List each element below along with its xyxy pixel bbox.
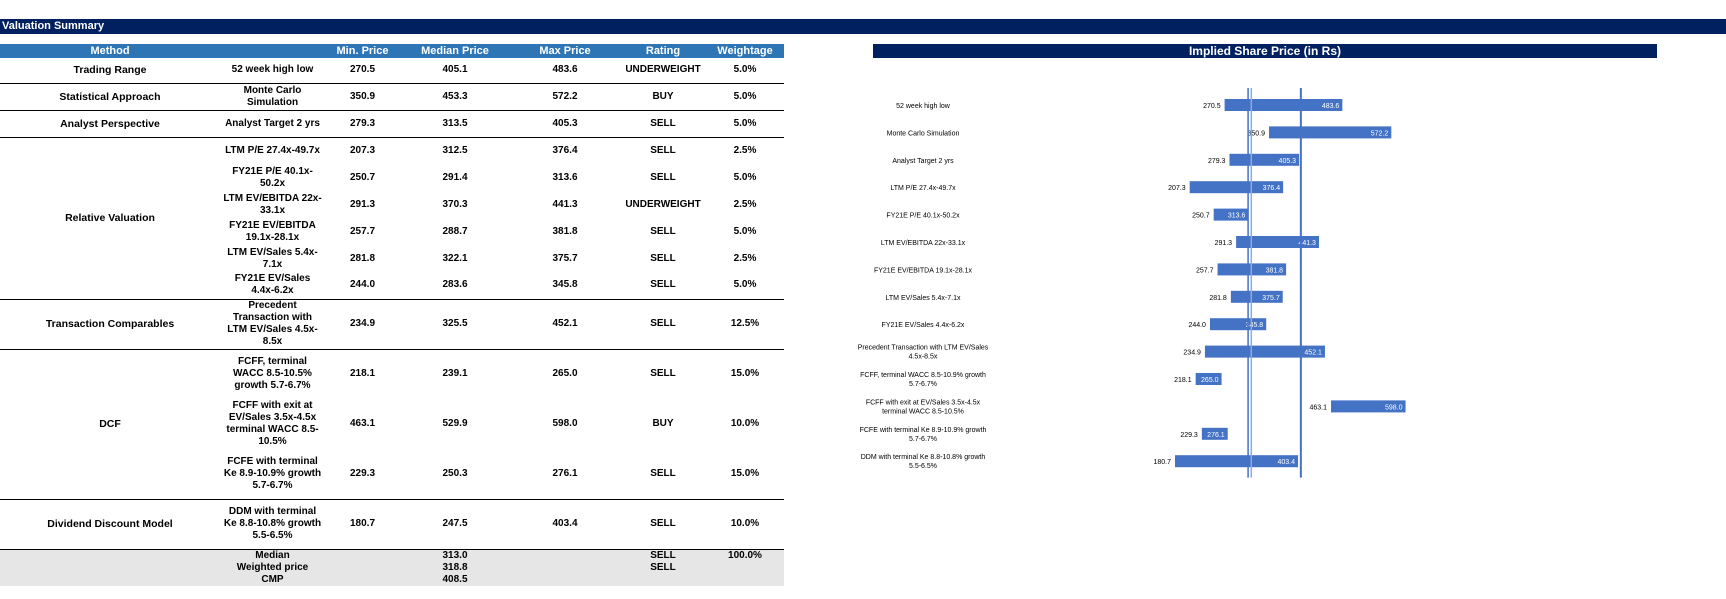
weightage-cell: 2.5% xyxy=(733,252,757,264)
summary-value: 318.8 xyxy=(400,562,510,574)
table-row xyxy=(0,137,784,164)
category-label: FY21E EV/Sales 4.4x-6.2x xyxy=(881,322,965,330)
category-label: LTM EV/EBITDA 22x-33.1x xyxy=(880,240,966,247)
summary-label: CMP xyxy=(220,574,325,586)
submethod-cell: Analyst Target 2 yrs xyxy=(220,110,325,137)
rating-cell: SELL xyxy=(650,252,676,264)
min-data-label: 257.7 xyxy=(1196,267,1214,275)
valuation-table xyxy=(0,44,784,586)
header-median-price: Median Price xyxy=(400,44,510,58)
median-price-cell: 322.1 xyxy=(442,252,468,264)
table-header-row xyxy=(0,44,784,58)
category-label: FCFF with exit at EV/Sales 3.5x-4.5x terminal WACC 8.5-10.5% xyxy=(865,399,981,416)
max-data-label: 376.4 xyxy=(1262,185,1281,193)
median-price-cell: 239.1 xyxy=(442,368,468,380)
min-price-cell: 218.1 xyxy=(349,368,376,380)
weightage-cell: 5.0% xyxy=(733,171,757,183)
min-price-cell: 234.9 xyxy=(325,299,400,349)
max-price-cell: 452.1 xyxy=(510,299,620,349)
min-price-cell: 291.3 xyxy=(349,198,376,210)
min-price-cell: 281.8 xyxy=(349,252,376,264)
summary-label: Weighted price xyxy=(220,562,325,574)
category-label: LTM P/E 27.4x-49.7x xyxy=(890,185,956,193)
submethod-cell: FCFE with terminal Ke 8.9-10.9% growth 5.7-6.7% xyxy=(220,449,325,499)
min-price-cell: 250.7 xyxy=(349,171,376,183)
median-price-cell: 405.1 xyxy=(400,58,510,83)
min-price-cell: 350.9 xyxy=(325,83,400,110)
implied-share-price-chart xyxy=(857,88,1653,488)
min-price-cell: 229.3 xyxy=(325,449,400,499)
submethod-cell: LTM P/E 27.4x-49.7x xyxy=(225,144,320,156)
min-data-label: 244.0 xyxy=(1188,322,1206,330)
table-row xyxy=(0,110,784,137)
method-cell: Transaction Comparables xyxy=(0,299,220,349)
category-label: FCFF, terminal WACC 8.5-10.9% growth 5.7-6.7% xyxy=(860,372,986,388)
min-price-cell: 279.3 xyxy=(325,110,400,137)
median-price-cell: 250.3 xyxy=(400,449,510,499)
weightage-cell: 15.0% xyxy=(730,368,760,380)
min-data-label: 234.9 xyxy=(1183,349,1201,357)
method-cell: Statistical Approach xyxy=(0,83,220,110)
weightage-cell: 10.0% xyxy=(706,499,784,549)
min-data-label: 180.7 xyxy=(1153,459,1171,467)
table-row xyxy=(0,83,784,110)
rating-cell: SELL xyxy=(620,299,706,349)
max-data-label: 441.3 xyxy=(1298,240,1316,247)
min-price-cell: 257.7 xyxy=(349,225,376,237)
rating-cell: SELL xyxy=(620,499,706,549)
summary-value: 408.5 xyxy=(400,574,510,586)
rating-cell: SELL xyxy=(650,368,676,380)
max-data-label: 313.6 xyxy=(1227,212,1246,220)
method-cell: Trading Range xyxy=(0,58,220,83)
table-row xyxy=(0,349,784,399)
median-price-cell: 247.5 xyxy=(400,499,510,549)
min-data-label: 463.1 xyxy=(1309,404,1328,412)
max-data-label: 403.4 xyxy=(1277,459,1296,467)
submethod-cell: FCFF, terminal WACC 8.5-10.5% growth 5.7-6.7% xyxy=(233,356,312,392)
category-label: Analyst Target 2 yrs xyxy=(892,157,954,165)
summary-label: Median xyxy=(220,549,325,562)
summary-row-weighted-price xyxy=(0,562,784,574)
max-price-cell: 276.1 xyxy=(510,449,620,499)
summary-weight xyxy=(706,574,784,586)
median-price-cell: 291.4 xyxy=(442,171,468,183)
min-data-label: 281.8 xyxy=(1209,294,1227,302)
max-data-label: 375.7 xyxy=(1262,294,1280,302)
max-price-cell: 483.6 xyxy=(510,58,620,83)
submethod-cell: Monte Carlo Simulation xyxy=(220,83,325,110)
submethod-cell: FY21E EV/Sales 4.4x-6.2x xyxy=(220,272,325,299)
weightage-cell: 2.5% xyxy=(733,144,757,156)
max-price-cell: 405.3 xyxy=(510,110,620,137)
submethod-cell: FY21E EV/EBITDA 19.1x-28.1x xyxy=(229,219,316,243)
submethod-cell: LTM EV/Sales 5.4x-7.1x xyxy=(227,246,318,270)
submethod-cell: LTM EV/EBITDA 22x-33.1x xyxy=(223,192,322,216)
min-data-label: 218.1 xyxy=(1174,377,1192,384)
category-label: 52 week high low xyxy=(896,103,950,110)
summary-rating: SELL xyxy=(620,562,706,574)
rating-cell: BUY xyxy=(620,83,706,110)
category-label: Monte Carlo Simulation xyxy=(886,130,960,138)
header-max-price: Max Price xyxy=(510,44,620,58)
summary-weight xyxy=(706,562,784,574)
header-method: Method xyxy=(0,44,220,58)
median-price-cell: 529.9 xyxy=(442,418,468,429)
submethod-cell: Precedent Transaction with LTM EV/Sales 4.5x-8.5x xyxy=(220,299,325,349)
table-row xyxy=(0,299,784,349)
summary-rating: SELL xyxy=(620,549,706,562)
max-data-label: 265.0 xyxy=(1201,377,1219,384)
submethod-cell: 52 week high low xyxy=(220,58,325,83)
max-data-label: 598.0 xyxy=(1385,404,1403,412)
median-price-cell: 453.3 xyxy=(400,83,510,110)
weightage-cell: 10.0% xyxy=(730,418,760,429)
header-weightage: Weightage xyxy=(706,44,784,58)
min-price-cell: 244.0 xyxy=(325,272,400,299)
min-data-label: 229.3 xyxy=(1180,431,1198,439)
weightage-cell: 12.5% xyxy=(706,299,784,349)
category-label: DDM with terminal Ke 8.8-10.8% growth 5.5-6.5% xyxy=(860,454,986,471)
submethod-cell: DDM with terminal Ke 8.8-10.8% growth 5.5-6.5% xyxy=(220,499,325,549)
submethod-cell: FY21E P/E 40.1x-50.2x xyxy=(232,165,313,189)
median-price-cell: 283.6 xyxy=(400,272,510,299)
max-data-label: 276.1 xyxy=(1207,431,1225,439)
method-cell: DCF xyxy=(0,349,220,499)
max-price-cell: 375.7 xyxy=(552,252,578,264)
category-label: FCFE with terminal Ke 8.9-10.9% growth 5.7-6.7% xyxy=(859,426,987,443)
max-price-cell: 313.6 xyxy=(552,171,578,183)
min-data-label: 279.3 xyxy=(1207,157,1226,165)
weightage-cell: 5.0% xyxy=(706,58,784,83)
submethod-cell: FCFF with exit at EV/Sales 3.5x-4.5x terminal WACC 8.5-10.5% xyxy=(226,400,319,447)
max-data-label: 381.8 xyxy=(1265,267,1284,275)
min-data-label: 250.7 xyxy=(1192,212,1210,220)
header-submethod xyxy=(220,44,325,58)
method-cell: Relative Valuation xyxy=(0,137,220,299)
min-data-label: 207.3 xyxy=(1168,185,1186,193)
min-price-cell: 180.7 xyxy=(325,499,400,549)
chart-title: Implied Share Price (in Rs) xyxy=(873,44,1657,58)
max-price-cell: 441.3 xyxy=(552,198,578,210)
summary-weight: 100.0% xyxy=(706,549,784,562)
max-data-label: 572.2 xyxy=(1370,130,1389,138)
max-price-cell: 381.8 xyxy=(552,225,578,237)
rating-cell: UNDERWEIGHT xyxy=(620,58,706,83)
rating-cell: SELL xyxy=(620,449,706,499)
min-price-cell: 207.3 xyxy=(349,144,376,156)
rating-cell: SELL xyxy=(650,144,676,156)
weightage-cell: 5.0% xyxy=(733,225,757,237)
category-label: FY21E EV/EBITDA 19.1x-28.1x xyxy=(873,267,973,275)
max-data-label: 345.8 xyxy=(1245,322,1264,330)
max-data-label: 483.6 xyxy=(1321,103,1340,110)
method-cell: Dividend Discount Model xyxy=(0,499,220,549)
summary-value: 313.0 xyxy=(400,549,510,562)
category-label: FY21E P/E 40.1x-50.2x xyxy=(886,212,960,220)
max-data-label: 452.1 xyxy=(1304,349,1322,357)
max-price-cell: 265.0 xyxy=(552,368,578,380)
summary-row-cmp xyxy=(0,574,784,586)
median-price-cell: 370.3 xyxy=(442,198,468,210)
method-cell: Analyst Perspective xyxy=(0,110,220,137)
rating-cell: SELL xyxy=(620,272,706,299)
weightage-cell: 2.5% xyxy=(733,198,757,210)
min-data-label: 350.9 xyxy=(1247,130,1266,138)
min-price-cell: 270.5 xyxy=(325,58,400,83)
category-label: LTM EV/Sales 5.4x-7.1x xyxy=(885,294,961,302)
header-min-price: Min. Price xyxy=(325,44,400,58)
median-price-cell: 312.5 xyxy=(442,144,468,156)
max-price-cell: 403.4 xyxy=(510,499,620,549)
weightage-cell: 5.0% xyxy=(706,110,784,137)
table-row xyxy=(0,58,784,83)
header-rating: Rating xyxy=(620,44,706,58)
rating-cell: SELL xyxy=(620,110,706,137)
median-price-cell: 288.7 xyxy=(442,225,468,237)
weightage-cell: 15.0% xyxy=(706,449,784,499)
min-data-label: 291.3 xyxy=(1214,240,1233,247)
summary-rating xyxy=(620,574,706,586)
min-data-label: 270.5 xyxy=(1203,103,1221,110)
table-row xyxy=(0,499,784,549)
category-label: Precedent Transaction with LTM EV/Sales 4.5x-8.5x xyxy=(857,344,989,361)
max-price-cell: 345.8 xyxy=(510,272,620,299)
rating-cell: SELL xyxy=(650,225,676,237)
max-data-label: 405.3 xyxy=(1278,157,1297,165)
max-price-cell: 598.0 xyxy=(552,418,578,429)
rating-cell: BUY xyxy=(652,418,674,429)
median-price-cell: 325.5 xyxy=(400,299,510,349)
max-price-cell: 376.4 xyxy=(552,144,578,156)
max-price-cell: 572.2 xyxy=(510,83,620,110)
weightage-cell: 5.0% xyxy=(706,272,784,299)
summary-row-median xyxy=(0,549,784,562)
rating-cell: UNDERWEIGHT xyxy=(625,198,701,210)
weightage-cell: 5.0% xyxy=(706,83,784,110)
rating-cell: SELL xyxy=(650,171,676,183)
page-title: Valuation Summary xyxy=(0,19,1726,34)
min-price-cell: 463.1 xyxy=(349,418,376,429)
median-price-cell: 313.5 xyxy=(400,110,510,137)
